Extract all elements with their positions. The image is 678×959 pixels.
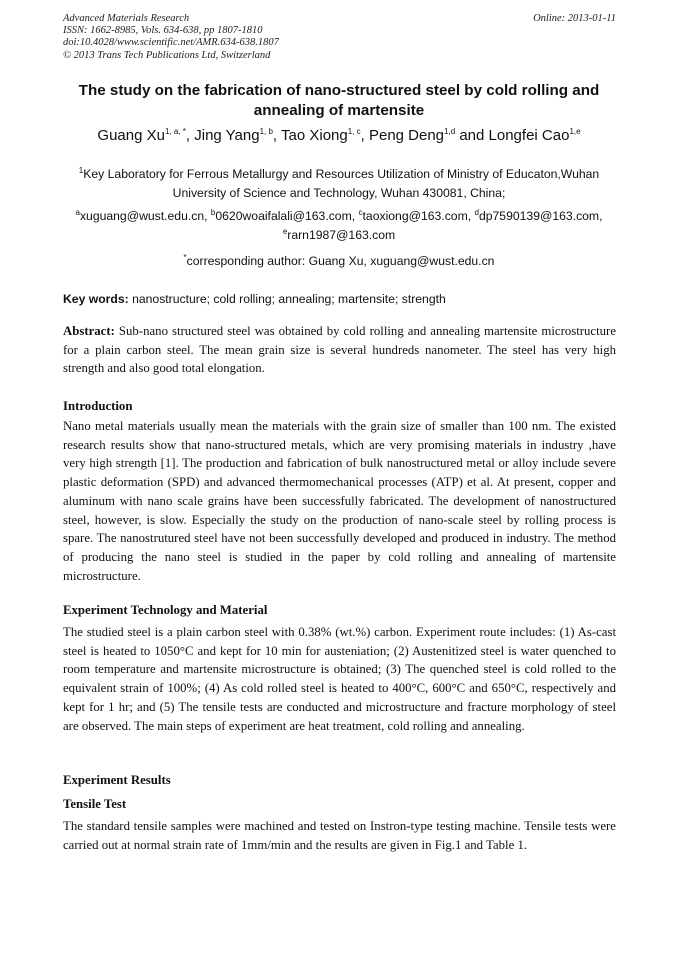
abstract-text: Sub-nano structured steel was obtained by cold rolling and annealing martensite microstructure for a plain carbon steel. The mean grain size is several hundreds nanometer. The steel has very high strength and also good total elongation. <box>63 324 616 376</box>
author-name: Guang Xu <box>97 127 165 144</box>
email-address[interactable]: rarn1987@163.com <box>287 228 396 242</box>
abstract <box>63 322 616 378</box>
introduction-text: Nano metal materials usually mean the materials with the grain size of smaller than 100 nm. The existed research results show that nano-structured metals, which are very promising materials in industry ,have very high strength [1]. The production and fabrication of bulk nanostructured metal or alloy include severe plastic deformation (SPD) and advanced thermomechanical processes (ATP) et al. At present, copper and aluminum with nano scale grains have been successfully fabricated. The development of nanostructured steel, however, is slow. Especially the study on the production of nano-scale steel by rolling process is spare. The nanostrutured steel have not been successfully developed and produced in industry. The method of producing the nano steel is studied in the paper by cold rolling and annealing of martensite microstructure. <box>63 419 616 583</box>
experiment-results-heading: Experiment Results <box>63 773 171 787</box>
author-name: Peng Deng <box>368 127 445 144</box>
journal-header <box>63 13 616 62</box>
author-affiliation-mark: 1,e <box>569 127 581 136</box>
keywords-text: nanostructure; cold rolling; annealing; martensite; strength <box>132 292 446 306</box>
author-name: Longfei Cao <box>488 127 570 144</box>
doi-line: doi:10.4028/www.scientific.net/AMR.634-638.1807 <box>63 37 279 49</box>
author-affiliation-mark: 1,d <box>444 127 456 136</box>
affiliation-text: Key Laboratory for Ferrous Metallurgy and Resources Utilization of Ministry of Educaton,Wuhan University of Science and Technology, Wuhan 430081, China; <box>83 167 600 200</box>
tensile-test-text: The standard tensile samples were machined and tested on Instron-type testing machine. Tensile tests were carried out at normal strain rate of 1mm/min and the results are given in Fig.1 and Table 1. <box>63 819 616 852</box>
corresponding-author: *corresponding author: Guang Xu, xuguang@wust.edu.cn <box>183 252 495 268</box>
author-affiliation-mark: 1, a, * <box>164 127 186 136</box>
online-date: Online: 2013-01-11 <box>533 13 616 24</box>
keywords-label: Key words: <box>63 292 129 306</box>
email-address[interactable]: 0620woaifalali@163.com <box>215 209 352 223</box>
introduction-heading: Introduction <box>63 399 133 413</box>
copyright-line: © 2013 Trans Tech Publications Ltd, Switzerland <box>63 49 271 61</box>
affiliation-mark: 1 <box>78 165 84 175</box>
keywords <box>63 291 616 307</box>
tensile-test-subheading: Tensile Test <box>63 797 127 811</box>
affiliation <box>55 165 623 203</box>
journal-name: Advanced Materials Research <box>63 13 190 24</box>
issn-line: ISSN: 1662-8985, Vols. 634-638, pp 1807-1810 <box>63 25 263 37</box>
email-address[interactable]: taoxiong@163.com <box>362 209 468 223</box>
paper-title: The study on the fabrication of nano-structured steel by cold rolling and annealing of martensite <box>78 82 600 119</box>
email-address[interactable]: dp7590139@163.com <box>478 209 600 223</box>
abstract-label: Abstract: <box>63 324 115 338</box>
experiment-technology-text: The studied steel is a plain carbon steel with 0.38% (wt.%) carbon. Experiment route includes: (1) As-cast steel is heated to 1050°C and kept for 10 min for austeniation; (2) Austenitized steel is water quenched to room temperature and martensite microstructure is obtained; (3) The quenched steel is cold rolled to the equivalent strain of 100%; (4) As cold rolled steel is heated to 400°C, 600°C and 650°C, respectively and kept for 1 hr; and (5) The tensile tests are conducted and microstructure and fracture morphology of steel are observed. The main steps of experiment are heat treatment, cold rolling and annealing. <box>63 625 616 733</box>
author-list: Guang $Xu^{1, a, *}$, Jing Yang$^{1, b}$, Tao Xiong$^{1, c}$, Peng Deng$^{1,d}$ and Longfei Cao$^{1,e}$ <box>97 127 581 144</box>
experiment-technology-heading: Experiment Technology and Material <box>63 603 268 617</box>
author-name: Jing Yang <box>194 127 260 144</box>
author-affiliation-mark: 1, c <box>347 127 361 136</box>
author-name: Tao Xiong <box>281 127 348 144</box>
author-affiliation-mark: 1, b <box>259 127 273 136</box>
author-emails: $^a$xuguang@wust.edu.cn, $^b$0620woaifalali@163.com, $^c$taoxiong@163.com, $^d$dp7590139@163.com, $^e$rarn1987@163.com <box>75 207 603 242</box>
email-address[interactable]: xuguang@wust.edu.cn <box>79 209 205 223</box>
